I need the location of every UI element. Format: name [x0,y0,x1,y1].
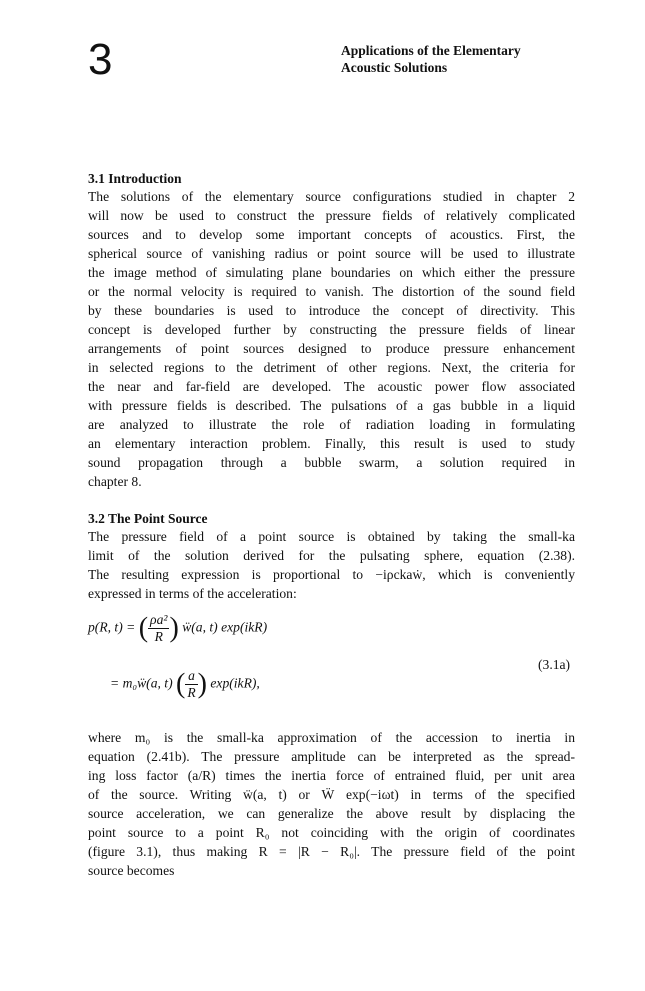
section-heading-point-source: 3.2 The Point Source [88,511,208,526]
text-line: sources and to develop some important concepts of acoustics. First, the [88,227,575,242]
text-line: The pressure field of a point source is obtained by taking the small-ka [88,529,575,544]
text-line: by these boundaries is used to introduce the concept of directivity. This [88,303,575,318]
text-line: arrangements of point sources designed to produce pressure enhancement [88,341,575,356]
text-line: (figure 3.1), thus making R = |R − R₀|. The pressure field of the point [88,844,575,859]
text-line: are analyzed to illustrate the role of radiation loading in formulating [88,417,575,432]
equation-line2-denominator: R [187,685,196,700]
equation-line1-numerator: ρa² [150,612,168,627]
text-line: expressed in terms of the acceleration: [88,586,297,601]
text-line: sound propagation through a bubble swarm, a solution required in [88,455,575,470]
text-line: The solutions of the elementary source configurations studied in chapter 2 [88,189,575,204]
point-source-paragraph-continued [88,728,575,880]
text-line: equation (2.41b). The pressure amplitude can be interpreted as the spread- [88,749,575,764]
equation-line2-lhs: = m₀ẅ(a, t) [110,675,173,691]
text-line: spherical source of vanishing radius or point source will be used to illustrate [88,246,575,261]
equation-line1-denominator: R [154,629,163,644]
text-line: the image method of simulating plane boundaries on which either the pressure [88,265,575,280]
text-line: chapter 8. [88,474,142,489]
text-line: where m₀ is the small-ka approximation of the accession to inertia in [88,730,575,745]
text-line: will now be used to construct the pressure fields of relatively complicated [88,208,575,223]
chapter-title [341,42,521,76]
chapter-title-line2: Acoustic Solutions [341,60,448,75]
equation-line2-numerator: a [185,668,197,685]
text-line: concept is developed further by constructing the pressure fields of linear [88,322,575,337]
equation-number: (3.1a) [538,657,571,672]
introduction-paragraph [88,187,575,491]
chapter-number: 3 [88,35,113,84]
text-line: point source to a point R₀ not coinciding with the origin of coordinates [88,825,575,840]
equation-line-1: p(R, t) = ( $\frac{\text{ρa²}}{R}$ ) ẅ(a, t) exp(ikR) [88,612,268,644]
text-line: an elementary interaction problem. Finally, this result is used to study [88,436,575,451]
equation-line2-rhs: exp(ikR), [210,675,260,691]
text-line: source becomes [88,863,175,878]
equation-line1-rhs: ẅ(a, t) exp(ikR) [182,619,268,635]
point-source-paragraph [88,527,575,603]
text-line: in selected regions to the detriment of other regions. Next, the criteria for [88,360,575,375]
chapter-title-line1: Applications of the Elementary [341,43,521,58]
text-line: with pressure fields is described. The pulsations of a gas bubble in a liquid [88,398,575,413]
section-heading-introduction: 3.1 Introduction [88,171,182,186]
text-line: source acceleration, we can generalize the above result by displacing the [88,806,575,821]
text-line: of the source. Writing ẅ(a, t) or Ẅ exp(−iωt) in terms of the specified [88,787,575,802]
text-line: The resulting expression is proportional to −iρckaẇ, which is conveniently [88,567,575,582]
equation-line1-lhs: p(R, t) = [88,619,136,635]
equation-line-2: = m₀ẅ(a, t) ( $\frac{a}{R}$ ) exp(ikR), [110,668,260,700]
text-line: the near and far-field are developed. The acoustic power flow associated [88,379,575,394]
text-line: ing loss factor (a/R) times the inertia force of entrained fluid, per unit area [88,768,575,783]
text-line: or the normal velocity is required to vanish. The distortion of the sound field [88,284,575,299]
text-line: limit of the solution derived for the pulsating sphere, equation (2.38). [88,548,575,563]
